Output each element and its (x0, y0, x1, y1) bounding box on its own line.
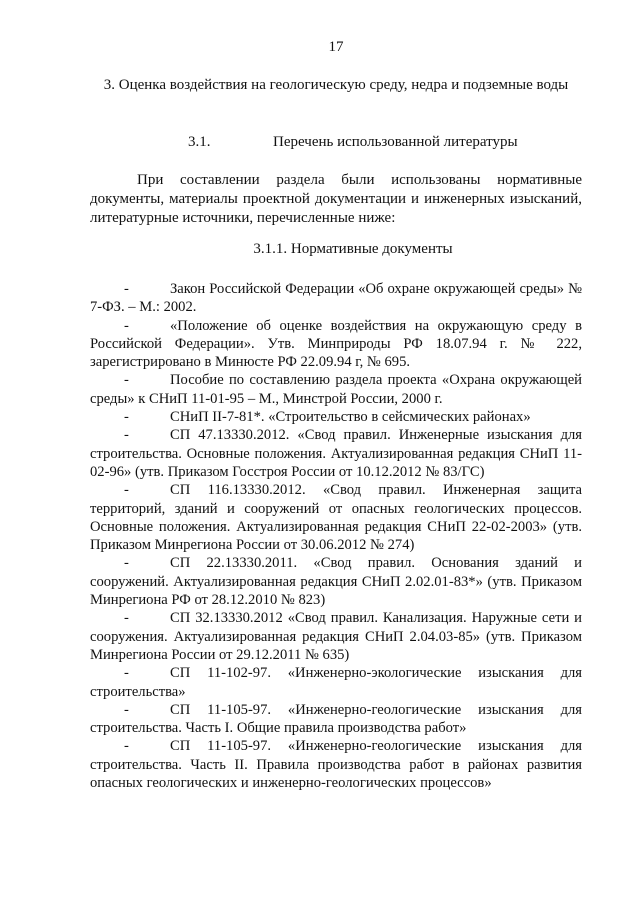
reference-text: СП 11-105-97. «Инженерно-геологические изыскания для строительства. Часть I. Общие правила производства работ» (90, 701, 582, 737)
reference-text: СНиП II-7-81*. «Строительство в сейсмических районах» (170, 409, 531, 426)
list-item (90, 554, 582, 609)
list-item (90, 481, 582, 554)
intro-paragraph: При составлении раздела были использованы нормативные документы, материалы проектной документации и инженерных изысканий, литературные источники, перечисленные ниже: (90, 172, 582, 226)
subsection-title: Перечень использованной литературы (273, 134, 518, 150)
bullet-dash: - (124, 665, 129, 682)
list-item (90, 371, 582, 408)
subsection-number: 3.1. (188, 134, 211, 150)
reference-text: СП 32.13330.2012 «Свод правил. Канализация. Наружные сети и сооружения. Актуализированная редакция СНиП 2.04.03-85» (утв. Приказом Минрегиона России от 29.12.2011 № 635) (90, 610, 582, 663)
reference-text: СП 22.13330.2011. «Свод правил. Основания зданий и сооружений. Актуализированная редакция СНиП 2.02.01-83*» (утв. Приказом Минрегиона РФ от 28.12.2010 № 823) (90, 555, 582, 609)
list-item (90, 609, 582, 664)
section-heading: 3. Оценка воздействия на геологическую среду, недра и подземные воды (103, 77, 569, 93)
reference-text: СП 11-102-97. «Инженерно-экологические изыскания для строительства» (90, 665, 582, 700)
list-item (90, 426, 582, 481)
reference-text: СП 47.13330.2012. «Свод правил. Инженерные изыскания для строительства. Основные положения. Актуализированная редакция СНиП 11-02-96» (утв. Приказом Госстроя России от 10.12.2012 № 83/ГС) (90, 427, 582, 480)
list-item (90, 317, 582, 372)
bullet-dash: - (124, 409, 129, 426)
bullet-dash: - (124, 482, 129, 499)
list-item (90, 408, 582, 426)
document-page (90, 0, 582, 905)
bullet-dash: - (124, 738, 129, 755)
bullet-dash: - (124, 701, 129, 718)
bullet-dash: - (124, 555, 129, 572)
list-item (90, 701, 582, 738)
list-item (90, 280, 582, 317)
reference-text: «Положение об оценке воздействия на окружающую среду в Российской Федерации». Утв. Минприроды РФ 18.07.94 г. № 222, зарегистрировано в Минюсте РФ 22.09.94 г, № 695. (90, 317, 582, 371)
bullet-dash: - (124, 281, 129, 297)
reference-text: Пособие по составлению раздела проекта «Охрана окружающей среды» к СНиП 11-01-95 – М., Минстрой России, 2000 г. (90, 372, 582, 407)
page-number: 17 (328, 39, 344, 55)
list-item (90, 664, 582, 701)
reference-text: СП 11-105-97. «Инженерно-геологические изыскания для строительства. Часть II. Правила производства работ в районах развития опасных геологических и инженерно-геологических процессов» (90, 738, 582, 792)
reference-list (90, 280, 582, 792)
bullet-dash: - (124, 372, 129, 389)
subsubsection-heading: 3.1.1. Нормативные документы (253, 241, 453, 257)
reference-text: СП 116.13330.2012. «Свод правил. Инженерная защита территорий, зданий и сооружений от опасных геологических процессов. Основные положения. Актуализированная редакция СНиП 22-02-2003» (утв. Приказом Минрегиона России от 30.06.2012 № 274) (90, 482, 582, 554)
bullet-dash: - (124, 610, 129, 627)
reference-text: Закон Российской Федерации «Об охране окружающей среды» № 7-ФЗ. – М.: 2002. (90, 281, 582, 316)
bullet-dash: - (124, 427, 129, 444)
list-item (90, 737, 582, 792)
bullet-dash: - (124, 317, 129, 334)
